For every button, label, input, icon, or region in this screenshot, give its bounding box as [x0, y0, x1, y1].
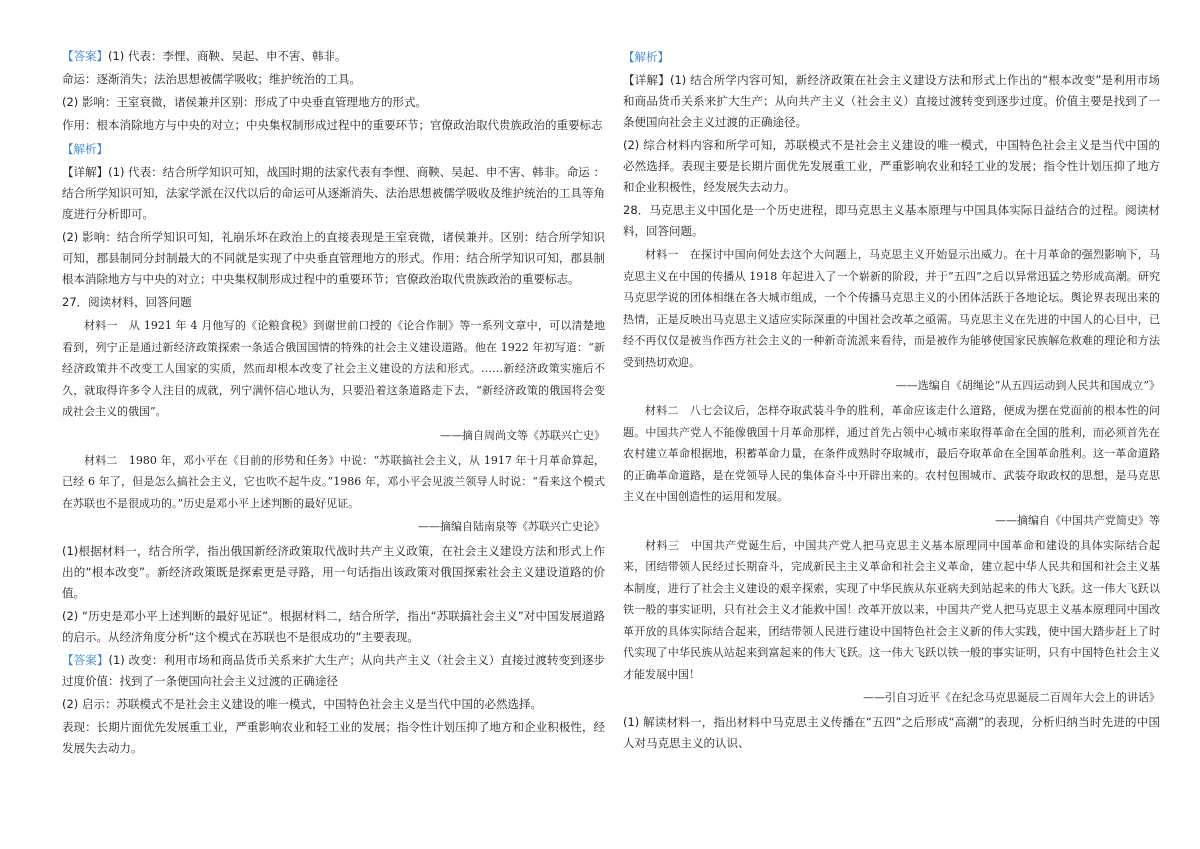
- left-column: [62, 46, 605, 761]
- q28-material-1: 材料一 在探讨中国向何处去这个大问题上，马克思主义开始显示出威力。在十月革命的强烈影响下，马克思主义在中国的传播从 1918 年起进入了一个崭新的阶段，并于“五四”之后以异常迅猛之势形成高潮。研究马克思学说的团体相继在各大城市组成，一个个传播马克思主义的小团体活跃于各地论坛。舆论界表现出来的热情，正是反映出马克思主义适应实际深重的中国社会改革之亟需。马克思主义在先进的中国人的心目中，已经不再仅仅是被当作西方社会主义的一种新奇流派来看待，而是被作为能够使国家民族解危救难的理论和方法受到热切欢迎。: [623, 248, 1160, 369]
- answer-1: 【答案】(1) 代表：李悝、商鞅、吴起、申不害、韩非。: [62, 49, 347, 63]
- material-2: 材料二 1980 年，邓小平在《目前的形势和任务》中说：“苏联搞社会主义，从 1917 年十月革命算起，已经 6 年了，但是怎么搞社会主义，它也吹不起牛皮。”1986 年，邓小平会见波兰领导人时说：“看来这个模式在苏联也不是很成功的。”历史是邓小平上述判断的最好见证。: [62, 453, 605, 510]
- q28-material-3: 材料三 中国共产党诞生后，中国共产党人把马克思主义基本原理同中国革命和建设的具体实际结合起来，团结带领人民经过长期奋斗，完成新民主主义革命和社会主义革命，建立起中华人民共和国和社会主义基本制度，进行了社会主义建设的艰辛探索，实现了中华民族从东亚病夫到站起来的伟大飞跃。这一伟大飞跃以铁一般的事实证明，只有社会主义才能救中国！改革开放以来，中国共产党人把马克思主义基本原理同中国改革开放的具体实际结合起来，团结带领人民进行建设中国特色社会主义新的伟大实践，使中国大踏步赶上了时代实现了中华民族从站起来到富起来的伟大飞跃。这一伟大飞跃以铁一般的事实证明，只有中国特色社会主义才能发展中国！: [623, 538, 1160, 681]
- answer-1-fate: 命运：逐渐消失；法治思想被儒学吸收；维护统治的工具。: [62, 72, 361, 86]
- question-27-title: 27．阅读材料，回答问题: [62, 295, 192, 309]
- detail-2: (2) 影响：结合所学知识可知，礼崩乐坏在政治上的直接表现是王室衰微，诸侯兼并。区别：结合所学知识可知，郡县制同分封制最大的不同就是实现了中央垂直管理地方的形式。作用：结合所学知识可知，郡县制根本消除地方与中央的对立；中央集权制形成过程中的重要环节；官僚政治取代贵族政治的重要标志。: [62, 230, 605, 286]
- q28-material-2-source: ——摘编自《中国共产党简史》等: [995, 513, 1160, 527]
- question-28-title: 28．马克思主义中国化是一个历史进程，即马克思主义基本原理与中国具体实际日益结合的过程。阅读材料，回答问题。: [623, 203, 1160, 238]
- question-28-1: (1) 解读材料一，指出材料中马克思主义传播在“五四”之后形成“高潮”的表现，分析归纳当时先进的中国人对马克思主义的认识、: [623, 715, 1160, 750]
- material-2-source: ——摘编自陆南泉等《苏联兴亡史论》: [418, 520, 605, 533]
- q28-material-1-source: ——选编自《胡绳论“从五四运动到人民共和国成立”》: [895, 379, 1160, 392]
- q28-material-3-source: ——引自习近平《在纪念马克思诞辰二百周年大会上的讲话》: [863, 691, 1160, 704]
- answer-27-1: 【答案】(1) 改变：利用市场和商品货币关系来扩大生产；从向共产主义（社会主义）直接过渡转变到逐步过度价值：找到了一条便国向社会主义过渡的正确途径: [62, 653, 605, 688]
- right-column: [623, 46, 1160, 756]
- answer-tag: 【答案】: [62, 653, 109, 667]
- detail-1: 【详解】(1) 代表：结合所学知识可知，战国时期的法家代表有李悝、商鞅、吴起、申不害、韩非。命运 ：结合所学知识可知，法家学派在汉代以后的命运可从逐渐消失、法治思想被儒学吸收及维护统治的工具等角度进行分析即可。: [62, 165, 605, 221]
- answer-27-2-performance: 表现：长期片面优先发展重工业，严重影响农业和轻工业的发展；指令性计划压抑了地方和企业积极性，经发展失去动力。: [62, 720, 605, 755]
- answer-2-role: 作用：根本消除地方与中央的对立；中央集权制形成过程中的重要环节；官僚政治取代贵族政治的重要标志: [62, 118, 603, 132]
- analysis-tag: 【解析】: [623, 50, 669, 64]
- material-1-source: ——摘自周尚文等《苏联兴亡史》: [440, 428, 605, 442]
- q28-material-2: 材料二 八七会议后，怎样夺取武装斗争的胜利，革命应该走什么道路，便成为摆在党面前的根本性的问题。中国共产党人不能像俄国十月革命那样，通过首先占领中心城市来取得革命在全国的胜利，而必须首先在农村建立革命根据地，积蓄革命力量，在条件成熟时夺取城市，最后夺取革命在全国革命胜利。这一革命道路的正确革命道路，是在党领导人民的集体奋斗中开辟出来的。农村包围城市、武装夺取政权的思想，是马克思主义在中国创造性的运用和发展。: [623, 404, 1160, 503]
- question-27-1: (1)根据材料一，结合所学，指出俄国新经济政策取代战时共产主义政策，在社会主义建设方法和形式上作出的“根本改变”。新经济政策既是探索更是寻路，用一句话指出该政策对俄国探索社会主义建设道路的价值。: [62, 544, 605, 600]
- detail-tag: 【详解】: [62, 165, 109, 179]
- answer-tag: 【答案】: [62, 49, 108, 63]
- analysis-tag: 【解析】: [62, 142, 108, 156]
- question-27-2: (2) “历史是邓小平上述判断的最好见证”。根据材料二，结合所学，指出“苏联搞社会主义”对中国发展道路的启示。从经济角度分析“这个模式在苏联也不是很成功的”主要表现。: [62, 609, 605, 644]
- answer-2: (2) 影响：王室衰微，诸侯兼并区别：形成了中央垂直管理地方的形式。: [62, 95, 427, 109]
- answer-27-2: (2) 启示：苏联模式不是社会主义建设的唯一模式，中国特色社会主义是当代中国的必然选择。: [62, 697, 542, 711]
- right-detail-1: 【详解】(1) 结合所学内容可知，新经济政策在社会主义建设方法和形式上作出的“根本改变”是利用市场和商品货币关系来扩大生产；从向共产主义（社会主义）直接过渡转变到逐步过度。价值主要是找到了一条便国向社会主义过渡的正确途径。: [623, 73, 1161, 129]
- material-1: 材料一 从 1921 年 4 月他写的《论粮食税》到谢世前口授的《论合作制》等一系列文章中，可以清楚地看到，列宁正是通过新经济政策探索一条适合俄国国情的特殊的社会主义建设道路。他在 1922 年初写道：“新经济政策并不改变工人国家的实质，然而却根本改变了社会主义建设的方法和形式。……新经济政策实施后不久，就取得许多令人注目的成就，列宁满怀信心地认为，只要沿着这条道路走下去，“新经济政策的俄国将会变成社会主义的俄国”。: [62, 319, 605, 418]
- detail-tag: 【详解】: [623, 73, 670, 87]
- right-detail-2: (2) 综合材料内容和所学可知，苏联模式不是社会主义建设的唯一模式，中国特色社会主义是当代中国的必然选择。表现主要是长期片面优先发展重工业，严重影响农业和轻工业的发展；指令性计划压抑了地方和企业积极性，经发展失去动力。: [623, 138, 1160, 194]
